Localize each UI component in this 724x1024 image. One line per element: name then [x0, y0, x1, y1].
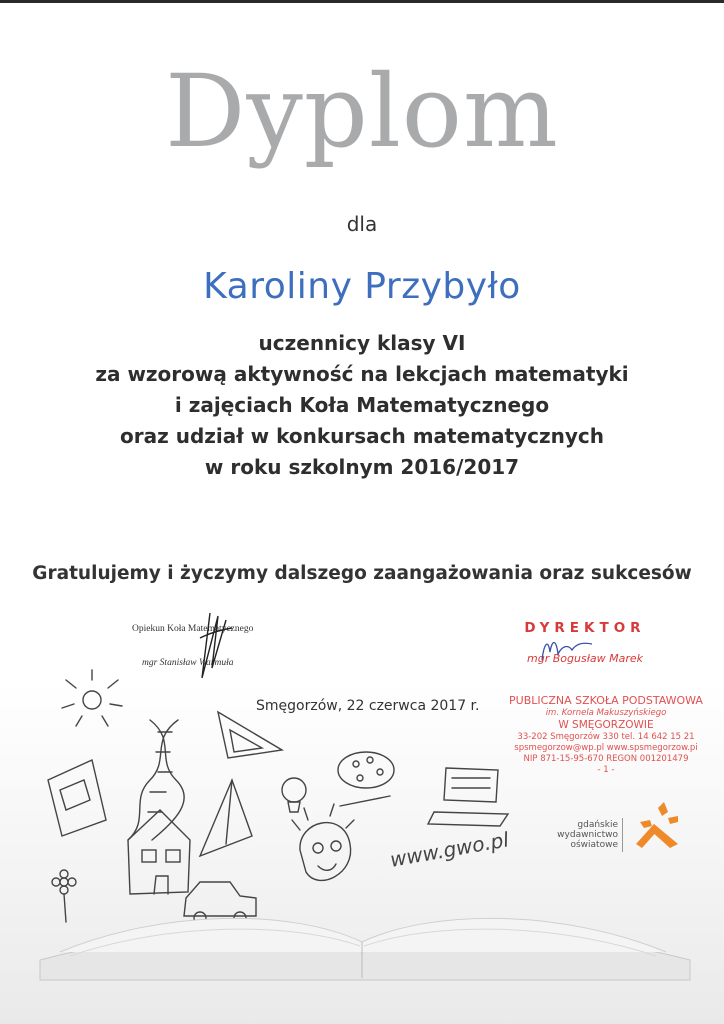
dna-icon: [128, 720, 184, 840]
flower-icon: [52, 870, 76, 922]
palette-icon: [338, 752, 394, 806]
laptop-icon: [428, 768, 508, 826]
stamp-line: 33-202 Smęgorzów 330 tel. 14 642 15 21: [517, 732, 695, 742]
notebook-icon: [48, 760, 106, 836]
publisher-divider: [622, 818, 623, 852]
stamp-line: NIP 871-15-95-670 REGON 001201479: [523, 754, 689, 764]
award-reason: [0, 328, 724, 483]
reason-line: uczennicy klasy VI: [258, 331, 466, 355]
stamp-line: - 1 -: [597, 765, 615, 775]
open-book-icon: [40, 918, 690, 980]
pyramid-icon: [200, 780, 252, 856]
stamp-line: W SMĘGORZOWIE: [558, 719, 654, 731]
face-icon: [292, 804, 354, 880]
reason-line: i zajęciach Koła Matematycznego: [174, 393, 550, 417]
website-text: www.gwo.pl: [388, 827, 511, 872]
stamp-line: spsmegorzow@wp.pl www.spsmegorzow.pi: [514, 743, 698, 753]
publisher-name: [548, 820, 618, 850]
house-icon: [128, 810, 190, 894]
recipient-name: Karoliny Przybyło: [203, 266, 521, 307]
stamp-line: im. Kornela Makuszyńskiego: [545, 708, 667, 718]
sun-icon: [62, 670, 122, 726]
reason-line: za wzorową aktywność na lekcjach matematyki: [95, 362, 629, 386]
guardian-name: mgr Stanisław Warmuła: [142, 658, 234, 668]
publisher-line: gdańskie: [577, 820, 618, 830]
director-name: mgr Bogusław Marek: [527, 652, 643, 665]
for-word: dla: [346, 212, 378, 236]
lightbulb-icon: [282, 778, 306, 812]
place-and-date: Smęgorzów, 22 czerwca 2017 r.: [256, 698, 480, 714]
director-title: DYREKTOR: [524, 620, 646, 636]
set-square-icon: [218, 712, 282, 758]
diploma-title: Dyplom: [165, 53, 559, 170]
congratulations-text: Gratulujemy i życzymy dalszego zaangażowania oraz sukcesów: [32, 563, 692, 584]
car-icon: [184, 882, 256, 924]
reason-line: w roku szkolnym 2016/2017: [204, 455, 520, 479]
stamp-line: PUBLICZNA SZKOŁA PODSTAWOWA: [509, 694, 703, 707]
publisher-logo-icon: [628, 800, 684, 850]
publisher-line: wydawnictwo: [557, 830, 618, 840]
reason-line: oraz udział w konkursach matematycznych: [120, 424, 604, 448]
publisher-line: oświatowe: [570, 840, 618, 850]
top-edge-line: [0, 0, 724, 3]
guardian-role: Opiekun Koła Matematycznego: [132, 624, 254, 634]
